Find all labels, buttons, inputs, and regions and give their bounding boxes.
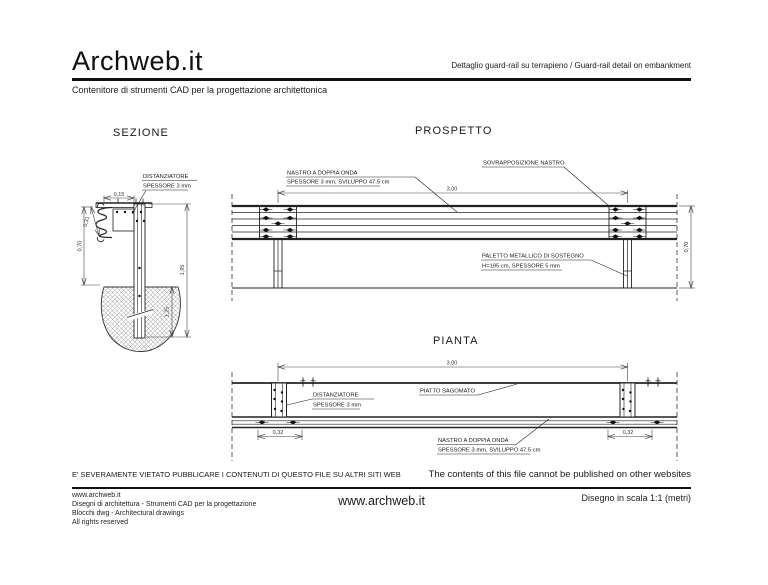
dim-195: 1,95 [180, 264, 186, 276]
label-nastro-pianta: NASTRO A DOPPIA ONDA [438, 438, 509, 444]
pianta-title: PIANTA [433, 335, 479, 347]
dim-post-right: 0,32 [622, 430, 634, 436]
prospetto-view [232, 125, 695, 301]
footer-scale-note: Disegno in scala 1:1 (metri) [581, 493, 691, 503]
label-nastro-spec: SPESSORE 3 mm, SVILUPPO 47.5 cm [287, 179, 390, 186]
prospetto-dimensions [278, 187, 695, 289]
label-piatto: PIATTO SAGOMATO [420, 388, 475, 395]
pianta-view [232, 335, 677, 461]
prospetto-title: PROSPETTO [415, 125, 493, 137]
sezione-view [78, 127, 198, 352]
dim-125: 1,25 [164, 306, 171, 318]
footer-info-line: Blocchi dwg - Architectural drawings [72, 510, 185, 517]
dim-070: 0,70 [77, 240, 84, 252]
prospetto-geometry [232, 206, 677, 288]
copyright-warning [72, 469, 691, 480]
footer-info-line: Disegni di architettura - Strumenti CAD per la progettazione [72, 501, 257, 508]
technical-drawing [0, 105, 768, 467]
label-paletto-spec: H=195 cm, SPESSORE 5 mm [482, 263, 560, 270]
prospetto-bolts [260, 207, 647, 238]
warning-english: The contents of this file cannot be published on other websites [428, 469, 691, 480]
dim-015: 0,15 [113, 192, 125, 198]
footer-info-line: All rights reserved [72, 519, 129, 526]
sheet-topic: Dettaglio guard-rail su terrapieno / Guard-rail detail on embankment [451, 61, 691, 70]
label-distanziatore-spec-pianta: SPESSORE 3 mm [313, 402, 361, 409]
archweb-logo: Archweb.it [72, 46, 204, 76]
dim-031: 0,31 [82, 215, 92, 228]
tagline: Contenitore di strumenti CAD per la progettazione architettonica [72, 85, 328, 95]
prospetto-labels [286, 161, 627, 277]
footer-rule [72, 487, 691, 489]
header-rule [72, 78, 691, 81]
label-distanziatore-pianta: DISTANZIATORE [313, 392, 359, 399]
dim-height-prospetto: 0,70 [684, 241, 690, 253]
footer-website: www.archweb.it [338, 494, 425, 508]
label-distanziatore: DISTANZIATORE [143, 174, 189, 180]
label-paletto: PALETTO METALLICO DI SOSTEGNO [482, 253, 584, 260]
label-nastro-spec-pianta: SPESSORE 3 mm, SVILUPPO 47.5 cm [438, 447, 541, 454]
label-distanziatore-spec: SPESSORE 3 mm [143, 183, 191, 190]
dim-span-pianta: 3,00 [446, 360, 458, 367]
label-sovrapposizione: SOVRAPPOSIZIONE NASTRO [483, 160, 565, 167]
label-nastro: NASTRO A DOPPIA ONDA [287, 170, 358, 177]
sezione-title: SEZIONE [113, 127, 169, 139]
dim-span-prospetto: 3,00 [446, 186, 458, 193]
warning-italian: E' SEVERAMENTE VIETATO PUBBLICARE I CONTENUTI DI QUESTO FILE SU ALTRI SITI WEB [72, 470, 401, 479]
footer-info-line: www.archweb.it [72, 492, 121, 499]
pianta-labels [287, 384, 549, 454]
dim-post-left: 0,32 [272, 430, 284, 436]
